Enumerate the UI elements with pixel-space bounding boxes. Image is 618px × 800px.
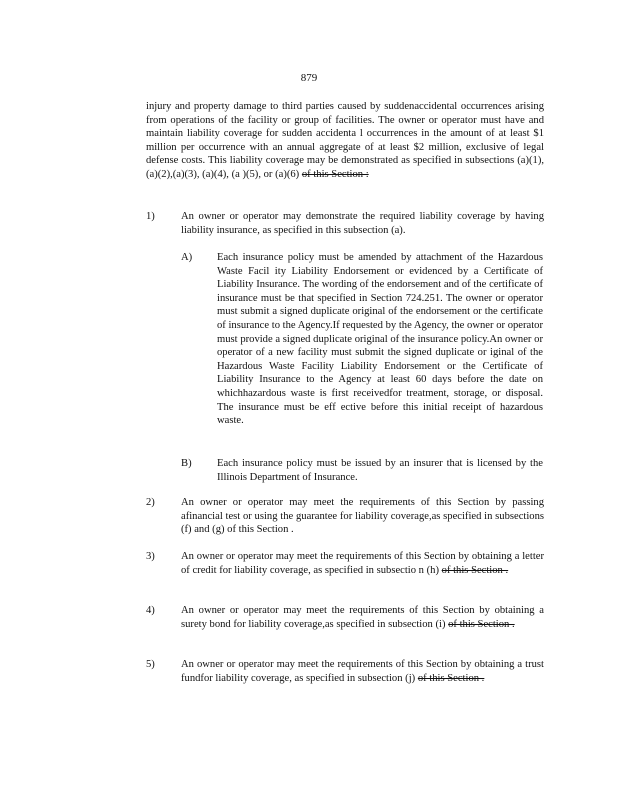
list-item-5	[146, 658, 544, 685]
item-struck-text: of this Section .	[417, 672, 485, 684]
list-item-2	[146, 496, 544, 537]
intro-text: injury and property damage to third parties caused by suddenaccidental occurrences arising from operations of the facility or group of facilities. The owner or operator must have and maintain liability coverage for sudden accidenta l occurrences in the amount of at least $1 million per occurrence with an annual aggregate of at least $2 million, exclusive of legal defense costs. This liability coverage may be demonstrated as specified in subsections (a)(1), (a)(2),(a)(3), (a)(4), (a )(5), or (a)(6)	[146, 101, 544, 180]
sub-item-a	[181, 251, 543, 428]
item-body: An owner or operator may demonstrate the required liability coverage by having liability insurance, as specified in this subsection (a).	[181, 211, 544, 236]
intro-paragraph	[146, 100, 544, 182]
item-struck-text: of this Section .	[441, 564, 509, 576]
page-number: 879	[300, 72, 318, 84]
list-item-1	[146, 210, 544, 237]
item-text	[181, 496, 544, 537]
sub-item-text: Each insurance policy must be issued by an insurer that is licensed by the Illinois Department of Insurance.	[217, 458, 543, 483]
item-body: An owner or operator may meet the requirements of this Section by obtaining a trust fundfor liability coverage, as specified in subsection (j)	[181, 659, 544, 684]
sub-item-number: A)	[181, 252, 193, 263]
item-text	[181, 210, 544, 237]
sub-item-b	[181, 457, 543, 484]
item-body: An owner or operator may meet the requirements of this Section by passing afinancial test or using the guarantee for liability coverage,as specified in subsections (f) and (g) of this Section .	[181, 497, 544, 536]
item-text	[181, 604, 544, 631]
item-number: 5)	[146, 659, 155, 670]
sub-item-number: B)	[181, 458, 192, 469]
item-text	[181, 550, 544, 577]
item-number: 3)	[146, 551, 155, 562]
item-number: 2)	[146, 497, 155, 508]
item-number: 1)	[146, 211, 155, 222]
intro-struck-text: of this Section :	[301, 168, 369, 180]
sub-item-text: Each insurance policy must be amended by attachment of the Hazardous Waste Facil ity Liability Endorsement or evidenced by a Certificate of Liability Insurance. The wording of the endorsement and of the certificate of insurance must be that specified in Section 724.251. The owner or operator must submit a signed duplicate original of the endorsement or the certificate of insurance to the Agency.If requested by the Agency, the owner or operator must provide a signed duplicate original of the insurance policy.An owner or operator of a new facility must submit the signed duplicate or iginal of the Hazardous Waste Facility Liability Endorsement or the Certificate of Liability Insurance to the Agency at least 60 days before the date on whichhazardous waste is first receivedfor treatment, storage, or disposal. The insurance must be eff ective before this initial receipt of hazardous waste.	[217, 252, 543, 427]
item-struck-text: of this Section .	[448, 618, 515, 630]
item-number: 4)	[146, 605, 155, 616]
list-item-4	[146, 604, 544, 631]
item-body: An owner or operator may meet the requirements of this Section by obtaining a letter of credit for liability coverage, as specified in subsectio n (h)	[181, 551, 544, 576]
list-item-3	[146, 550, 544, 577]
item-text	[181, 658, 544, 685]
item-body: An owner or operator may meet the requirements of this Section by obtaining a surety bond for liability coverage,as specified in subsection (i)	[181, 605, 544, 630]
